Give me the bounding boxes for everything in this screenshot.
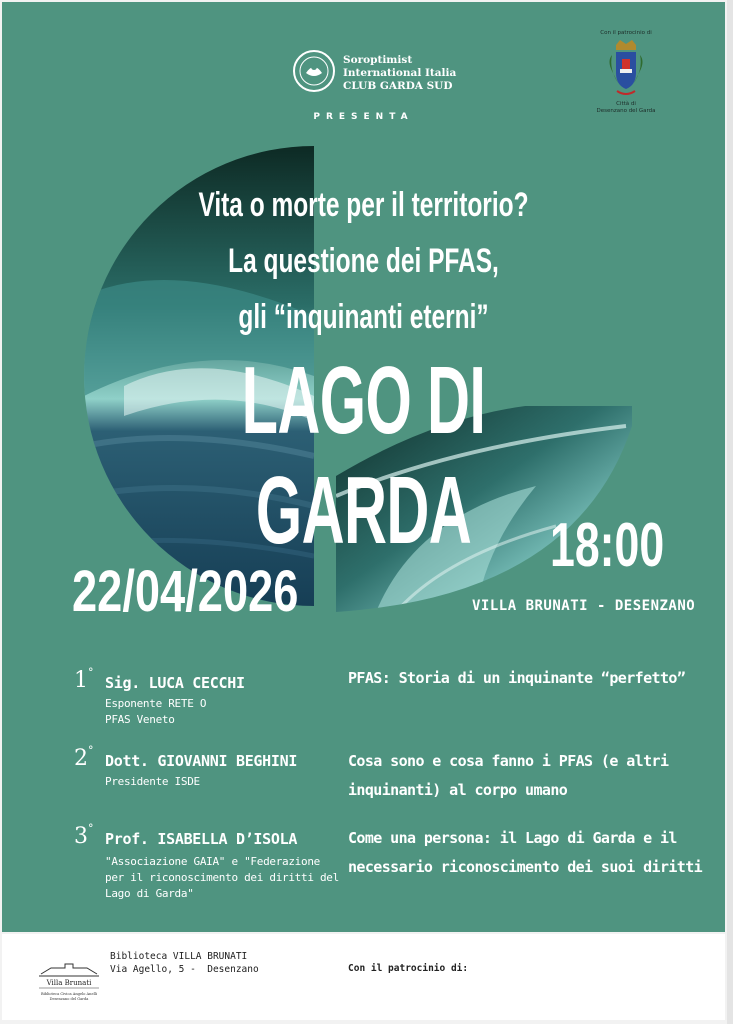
talk-title-line: inquinanti) al corpo umano bbox=[348, 781, 568, 799]
club-line-3: CLUB GARDA SUD bbox=[343, 80, 453, 92]
logo-text-2: Biblioteca Civica Angelo Anelli bbox=[40, 992, 98, 996]
event-time: 18:00 bbox=[550, 511, 665, 580]
speaker-number-value: 3 bbox=[74, 824, 88, 849]
logo-text-1: Villa Brunati bbox=[46, 979, 92, 987]
speaker-number bbox=[74, 668, 94, 693]
page-edge bbox=[727, 0, 733, 1024]
talk-title-line: necessario riconoscimento dei suoi diritti bbox=[348, 858, 703, 876]
speaker-desc-line: Presidente ISDE bbox=[105, 775, 200, 788]
logo-text-3: Desenzano del Garda bbox=[49, 997, 89, 1001]
speaker-desc-line: Esponente RETE O bbox=[105, 697, 207, 710]
speaker-name: Dott. GIOVANNI BEGHINI bbox=[105, 752, 298, 770]
speaker-desc bbox=[105, 774, 200, 790]
speaker-desc bbox=[105, 696, 206, 728]
speaker-number-suffix: ° bbox=[88, 744, 94, 757]
soroptimist-logo-icon bbox=[292, 49, 336, 93]
speaker-number-value: 2 bbox=[74, 746, 88, 771]
talk-title-line: Come una persona: il Lago di Garda e il bbox=[348, 829, 677, 847]
poster bbox=[2, 2, 725, 932]
comune-line-1: Città di bbox=[616, 101, 636, 107]
coat-of-arms-icon bbox=[603, 39, 649, 99]
speaker-name: Prof. ISABELLA D’ISOLA bbox=[105, 830, 298, 848]
comune-patronage bbox=[582, 30, 670, 115]
speaker-desc-line: "Associazione GAIA" e "Federazione bbox=[105, 855, 320, 868]
talk-title-line: PFAS: Storia di un inquinante “perfetto” bbox=[348, 669, 686, 687]
venue-address bbox=[110, 950, 259, 976]
venue-name: Biblioteca VILLA BRUNATI bbox=[110, 951, 248, 962]
talk-title bbox=[348, 747, 668, 805]
club-name bbox=[343, 54, 456, 93]
speaker-number-suffix: ° bbox=[88, 822, 94, 835]
speaker-desc-line: per il riconoscimento dei diritti del bbox=[105, 871, 339, 884]
club-line-2: International Italia bbox=[343, 67, 457, 79]
presenta-label: PRESENTA bbox=[313, 112, 414, 122]
title-line-2: La questione dei PFAS, bbox=[228, 242, 499, 280]
talk-title-line: Cosa sono e cosa fanno i PFAS (e altri bbox=[348, 752, 669, 770]
speaker-desc bbox=[105, 854, 339, 902]
speaker-number-value: 1 bbox=[74, 668, 88, 693]
speaker-name: Sig. LUCA CECCHI bbox=[105, 674, 245, 692]
speaker-number bbox=[74, 746, 94, 771]
event-venue: VILLA BRUNATI - DESENZANO bbox=[472, 598, 696, 614]
footer bbox=[2, 934, 725, 1020]
main-title: LAGO DI GARDA bbox=[241, 347, 486, 564]
villa-brunati-logo-icon bbox=[35, 952, 103, 1004]
speaker-desc-line: PFAS Veneto bbox=[105, 713, 175, 726]
title-line-1: Vita o morte per il territorio? bbox=[198, 186, 529, 224]
title-line-3: gli “inquinanti eterni” bbox=[238, 298, 489, 336]
patronage-label: Con il patrocinio di: bbox=[348, 963, 469, 974]
event-date: 22/04/2026 bbox=[72, 559, 299, 624]
comune-top-text: Con il patrocinio di bbox=[600, 30, 652, 36]
talk-title bbox=[348, 664, 685, 693]
speaker-desc-line: Lago di Garda" bbox=[105, 887, 194, 900]
comune-line-2: Desenzano del Garda bbox=[596, 108, 656, 114]
club-line-1: Soroptimist bbox=[343, 54, 413, 66]
speaker-number-suffix: ° bbox=[88, 666, 94, 679]
venue-street: Via Agello, 5 - Desenzano bbox=[110, 964, 259, 975]
talk-title bbox=[348, 824, 702, 882]
speaker-number bbox=[74, 824, 94, 849]
